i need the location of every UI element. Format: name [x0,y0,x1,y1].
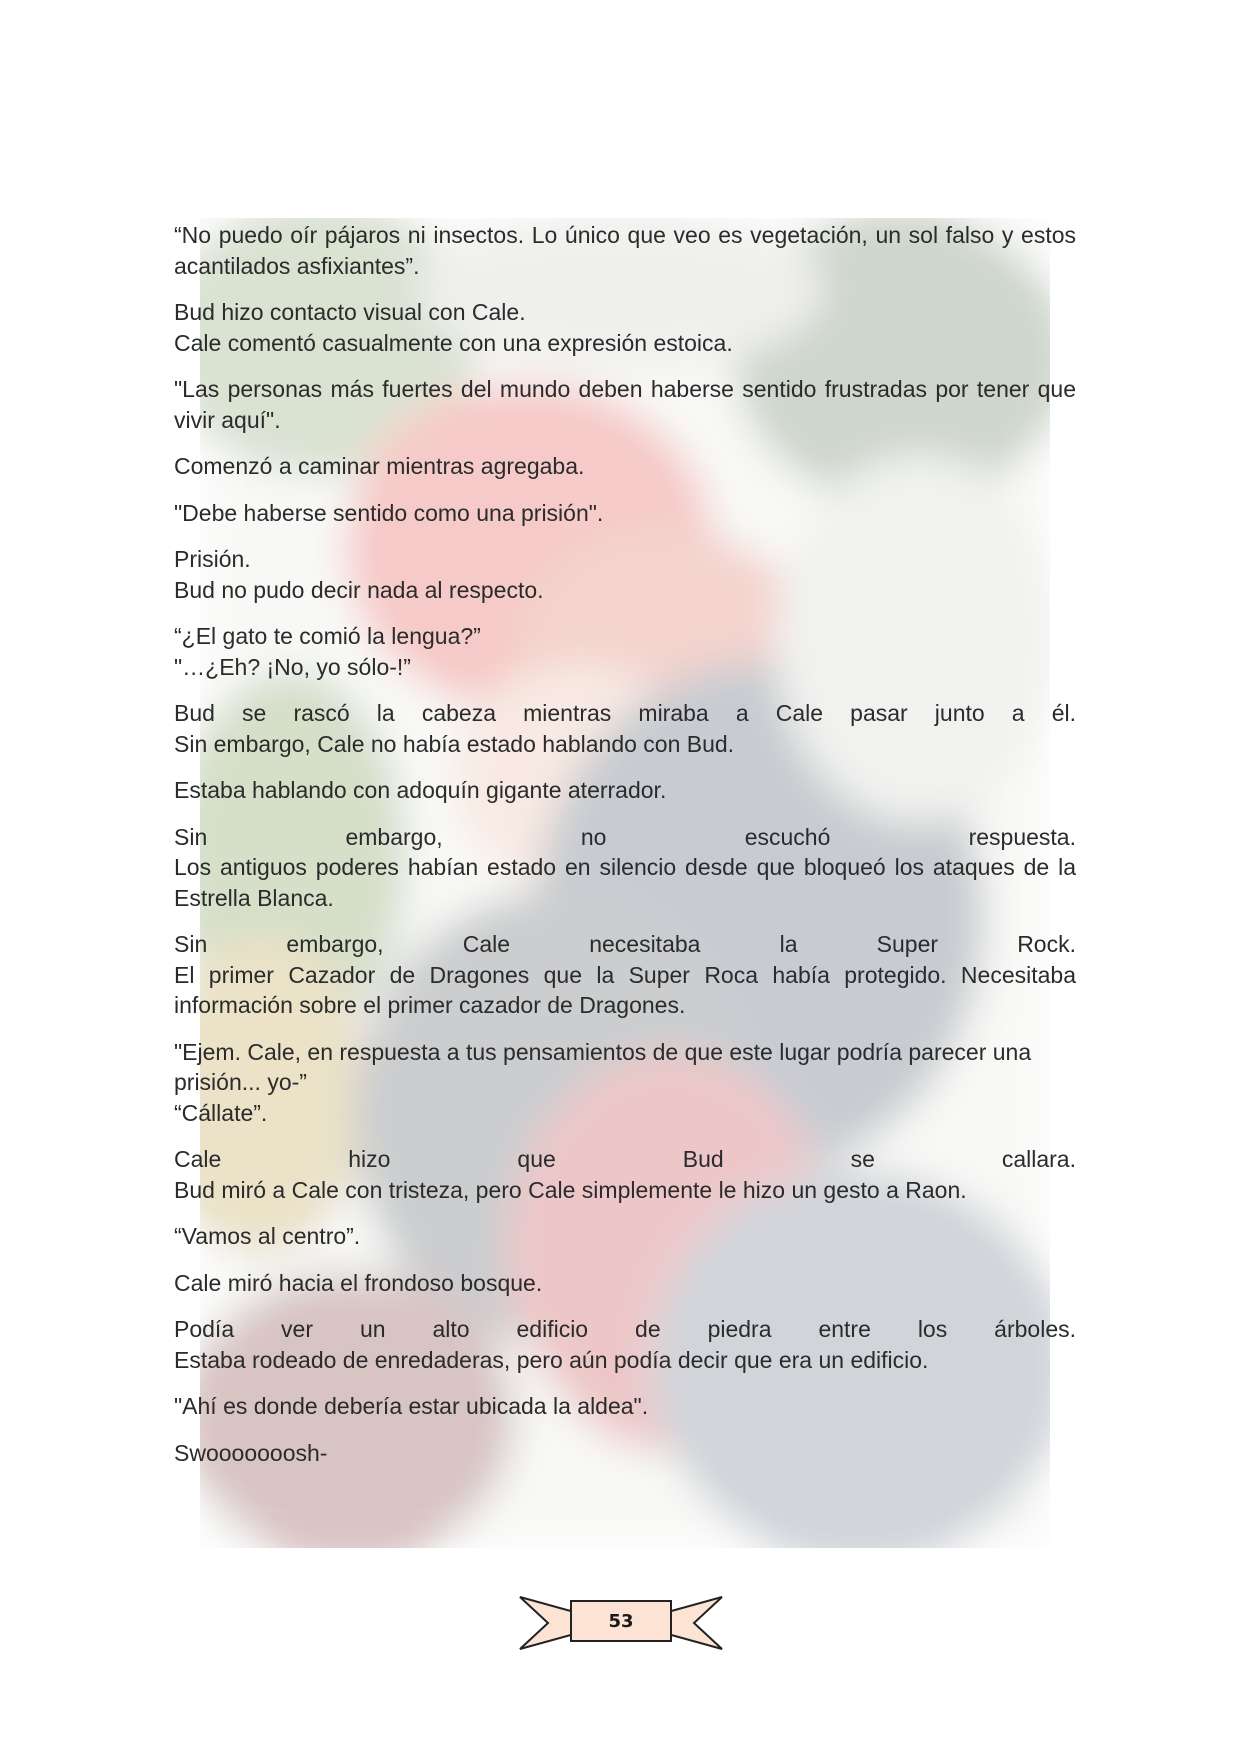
text-line: Cale miró hacia el frondoso bosque. [174,1269,543,1296]
ribbon-right-tail [664,1597,722,1649]
paragraph [174,698,1076,759]
text-line: "Ejem. Cale, en respuesta a tus pensamientos de que este lugar podría parecer una prisión... yo-” [174,1038,1032,1095]
text-line: “Vamos al centro”. [174,1223,361,1249]
text-line: Sin embargo, Cale no había estado hablando con Bud. [174,730,735,757]
paragraph [174,929,1076,1021]
text-line: Sin embargo, no escuchó respuesta. [174,823,1076,850]
text-line: Estaba rodeado de enredaderas, pero aún podía decir que era un edificio. [174,1346,929,1373]
text-line: Cale hizo que Bud se callara. [174,1146,1076,1172]
paragraph [174,297,1076,358]
paragraph [174,1438,1076,1469]
paragraph [174,621,1076,682]
text-line: Bud no pudo decir nada al respecto. [174,576,544,603]
text-line: Los antiguos poderes habían estado en silencio desde que bloqueó los ataques de la Estrella Blanca. [174,854,1076,911]
paragraph [174,220,1076,281]
text-line: “Cállate”. [174,1099,268,1126]
paragraph [174,544,1076,605]
paragraph [174,1144,1076,1205]
paragraph [174,451,1076,482]
text-line: Prisión. [174,546,251,572]
text-line: Cale comentó casualmente con una expresión estoica. [174,329,733,356]
text-line: Bud se rascó la cabeza mientras miraba a Cale pasar junto a él. [174,700,1076,726]
paragraph [174,374,1076,435]
text-line: Swooooooosh- [174,1439,328,1466]
text-line: “No puedo oír pájaros ni insectos. Lo único que veo es vegetación, un sol falso y estos acantilados asfixiantes”. [174,222,1076,279]
text-line: Bud miró a Cale con tristeza, pero Cale simplemente le hizo un gesto a Raon. [174,1176,967,1203]
ribbon-left-tail [520,1597,578,1649]
paragraph [174,775,1076,806]
paragraph [174,822,1076,914]
text-line: Sin embargo, Cale necesitaba la Super Rock. [174,931,1076,957]
paragraph [174,1391,1076,1422]
text-line: Podía ver un alto edificio de piedra entre los árboles. [174,1316,1076,1342]
text-line: Comenzó a caminar mientras agregaba. [174,453,585,479]
paragraph [174,1268,1076,1299]
paragraph [174,498,1076,529]
page-text [174,220,1076,1484]
text-line: "Las personas más fuertes del mundo deben haberse sentido frustradas por tener que vivir aquí". [174,376,1076,433]
paragraph [174,1221,1076,1252]
text-line: Bud hizo contacto visual con Cale. [174,299,526,325]
paragraph [174,1314,1076,1375]
text-line: "Ahí es donde debería estar ubicada la aldea". [174,1393,649,1419]
text-line: El primer Cazador de Dragones que la Super Roca había protegido. Necesitaba información sobre el primer cazador de Dragones. [174,961,1076,1018]
text-line: “¿El gato te comió la lengua?” [174,623,481,649]
paragraph [174,1037,1076,1129]
text-line: "…¿Eh? ¡No, yo sólo-!” [174,653,411,680]
text-line: "Debe haberse sentido como una prisión". [174,499,604,526]
text-line: Estaba hablando con adoquín gigante aterrador. [174,777,667,803]
page-number: 53 [608,1610,634,1632]
